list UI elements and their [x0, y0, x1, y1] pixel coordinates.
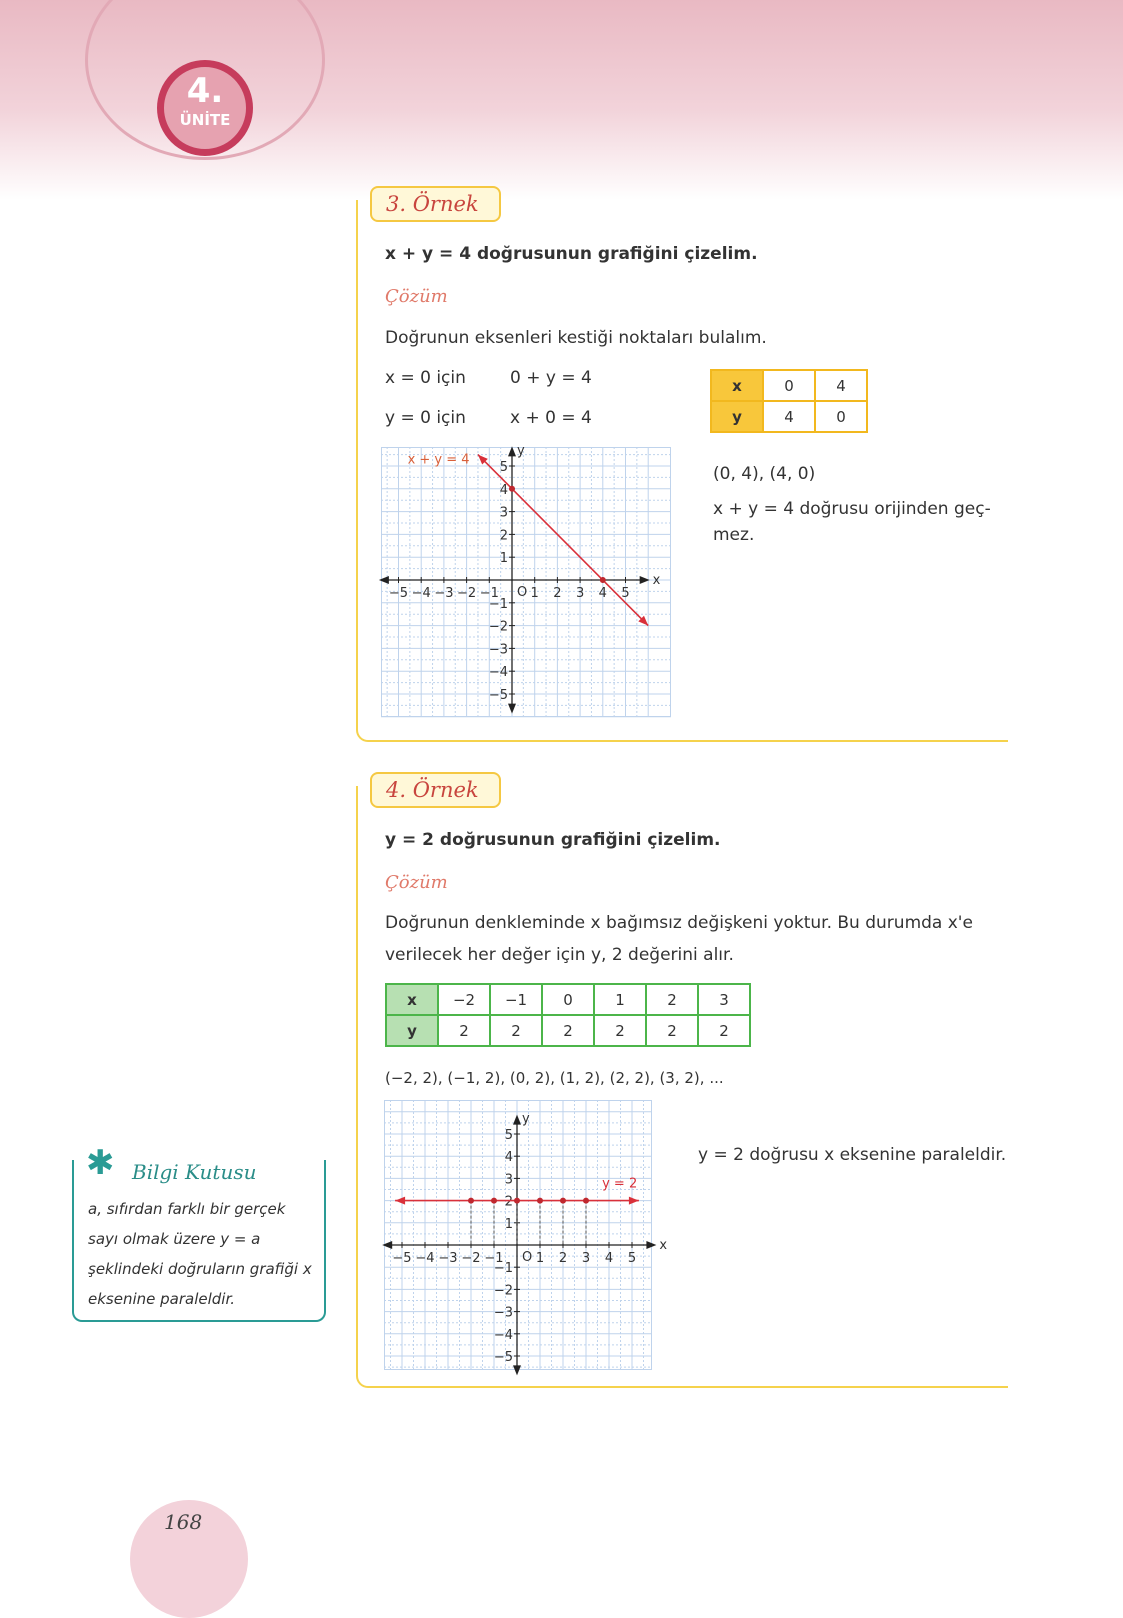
example-3-problem: x + y = 4 doğrusunun grafiğini çizelim. [385, 244, 758, 264]
x-tick-label: −1 [484, 1251, 504, 1266]
y-tick-label: 5 [504, 1128, 513, 1143]
table-cell: 2 [490, 1015, 542, 1046]
value-table [385, 983, 751, 1047]
example-3-points: (0, 4), (4, 0) [713, 464, 816, 484]
grid-border [382, 448, 671, 717]
x-tick-label: −4 [411, 586, 431, 601]
table-cell: 1 [594, 984, 646, 1015]
x-tick-label: −3 [438, 1251, 458, 1266]
y-axis-label: y [522, 1111, 530, 1127]
step-equation: x + 0 = 4 [510, 408, 592, 428]
x-tick-label: 4 [604, 1251, 614, 1266]
y-tick-label: 4 [499, 482, 508, 498]
table-cell: 0 [815, 401, 867, 432]
data-point [600, 577, 606, 583]
graph-y-equals-2 [384, 1100, 668, 1370]
y-tick-label: −4 [493, 1327, 513, 1343]
y-tick-label: −3 [493, 1305, 513, 1321]
y-tick-label: 1 [504, 1216, 513, 1232]
example-4-note: y = 2 doğrusu x eksenine paraleldir. [698, 1145, 1007, 1165]
x-tick-label: −4 [415, 1251, 435, 1266]
step-equation: 0 + y = 4 [510, 368, 592, 388]
x-axis-label: x [652, 573, 661, 588]
table-header-cell: x [711, 370, 763, 401]
origin-label: O [522, 1250, 533, 1265]
x-tick-label: −1 [479, 586, 499, 601]
table-cell: 4 [763, 401, 815, 432]
x-tick-label: −2 [461, 1251, 481, 1266]
x-axis-arrow [379, 576, 389, 584]
y-axis-arrow [513, 1115, 521, 1125]
x-tick-label: 2 [558, 1251, 568, 1266]
origin-label: O [517, 585, 528, 600]
table-cell: 2 [646, 984, 698, 1015]
table-header-cell: x [386, 984, 438, 1015]
table-cell: 2 [542, 1015, 594, 1046]
x-tick-label: 1 [535, 1251, 545, 1266]
example-3-intro: Doğrunun eksenleri kestiği noktaları bulalım. [385, 328, 767, 348]
unit-badge [157, 60, 253, 156]
graph-x-plus-y-4 [381, 443, 671, 717]
value-table [710, 369, 868, 433]
example-4-tag: 4. Örnek [370, 772, 501, 808]
table-cell: 0 [763, 370, 815, 401]
table-header-cell: y [386, 1015, 438, 1046]
example-3-solution-label: Çözüm [385, 286, 448, 307]
y-tick-label: −5 [493, 1350, 513, 1365]
table-cell: 2 [438, 1015, 490, 1046]
page-header-banner [0, 0, 1123, 200]
y-tick-label: −2 [493, 1283, 513, 1299]
data-point [583, 1198, 589, 1204]
y-tick-label: −3 [488, 642, 508, 658]
person-icon: ✱ [86, 1143, 115, 1183]
y-tick-label: 3 [499, 505, 508, 521]
y-tick-label: 1 [499, 551, 508, 567]
example-3-note-cont: mez. [713, 525, 755, 545]
table-cell: 0 [542, 984, 594, 1015]
data-point [560, 1198, 566, 1204]
info-box-title: Bilgi Kutusu [132, 1160, 257, 1184]
x-tick-label: −2 [457, 586, 477, 601]
y-tick-label: 2 [499, 528, 508, 544]
table-cell: 4 [815, 370, 867, 401]
example-4-intro-cont: verilecek her değer için y, 2 değerini alır. [385, 945, 734, 965]
x-tick-label: −5 [392, 1251, 412, 1266]
step-condition: x = 0 için [385, 368, 466, 388]
table-cell: 2 [594, 1015, 646, 1046]
table-cell: −2 [438, 984, 490, 1015]
data-point [509, 486, 515, 492]
line-arrow [629, 1197, 639, 1205]
table-cell: −1 [490, 984, 542, 1015]
table-header-cell: y [711, 401, 763, 432]
y-tick-label: 2 [504, 1194, 513, 1210]
example-4-solution-label: Çözüm [385, 872, 448, 893]
line-label: x + y = 4 [407, 452, 470, 468]
y-tick-label: −1 [488, 596, 508, 612]
x-tick-label: 4 [598, 586, 607, 601]
x-tick-label: 1 [530, 586, 539, 601]
x-tick-label: −5 [388, 586, 409, 601]
y-axis-label: y [517, 443, 525, 459]
example-4-problem: y = 2 doğrusunun grafiğini çizelim. [385, 830, 721, 850]
x-tick-label: 5 [621, 586, 630, 601]
y-tick-label: 3 [504, 1172, 513, 1188]
line-arrow [395, 1197, 405, 1205]
table-row [711, 401, 867, 432]
page-number: 168 [164, 1510, 203, 1534]
y-tick-label: −2 [488, 619, 508, 635]
y-tick-label: −5 [488, 688, 508, 703]
x-axis-arrow [382, 1241, 392, 1249]
unit-number: 4. [186, 71, 224, 111]
example-4-intro: Doğrunun denkleminde x bağımsız değişkeni yoktur. Bu durumda x'e [385, 913, 973, 933]
y-tick-label: 4 [504, 1150, 513, 1166]
data-point [491, 1198, 497, 1204]
table-row [386, 984, 750, 1015]
data-point [537, 1198, 543, 1204]
x-tick-label: 3 [581, 1251, 591, 1266]
table-cell: 2 [698, 1015, 750, 1046]
info-box-text: a, sıfırdan farklı bir gerçek sayı olmak üzere y = a şeklindeki doğruların grafiği x eksenine paraleldir. [88, 1200, 312, 1308]
y-tick-label: −1 [493, 1261, 513, 1277]
example-3-note: x + y = 4 doğrusu orijinden geç- [713, 499, 991, 519]
x-tick-label: 2 [553, 586, 562, 601]
data-point [514, 1198, 520, 1204]
table-cell: 2 [646, 1015, 698, 1046]
y-tick-label: −4 [488, 665, 508, 681]
example-3-tag: 3. Örnek [370, 186, 501, 222]
x-tick-label: 5 [627, 1251, 637, 1266]
y-axis-arrow [508, 704, 516, 714]
page-number-badge [130, 1500, 248, 1618]
table-row [386, 1015, 750, 1046]
x-axis-label: x [659, 1238, 668, 1253]
y-tick-label: 5 [499, 460, 508, 475]
info-box [72, 1143, 326, 1322]
line-label: y = 2 [602, 1176, 638, 1192]
table-row [711, 370, 867, 401]
table-cell: 3 [698, 984, 750, 1015]
x-tick-label: −3 [434, 586, 454, 601]
step-condition: y = 0 için [385, 408, 466, 428]
unit-label: ÜNİTE [179, 111, 231, 129]
data-point [468, 1198, 474, 1204]
x-tick-label: 3 [575, 586, 585, 601]
example-4-points: (−2, 2), (−1, 2), (0, 2), (1, 2), (2, 2), (3, 2), ... [385, 1069, 724, 1087]
